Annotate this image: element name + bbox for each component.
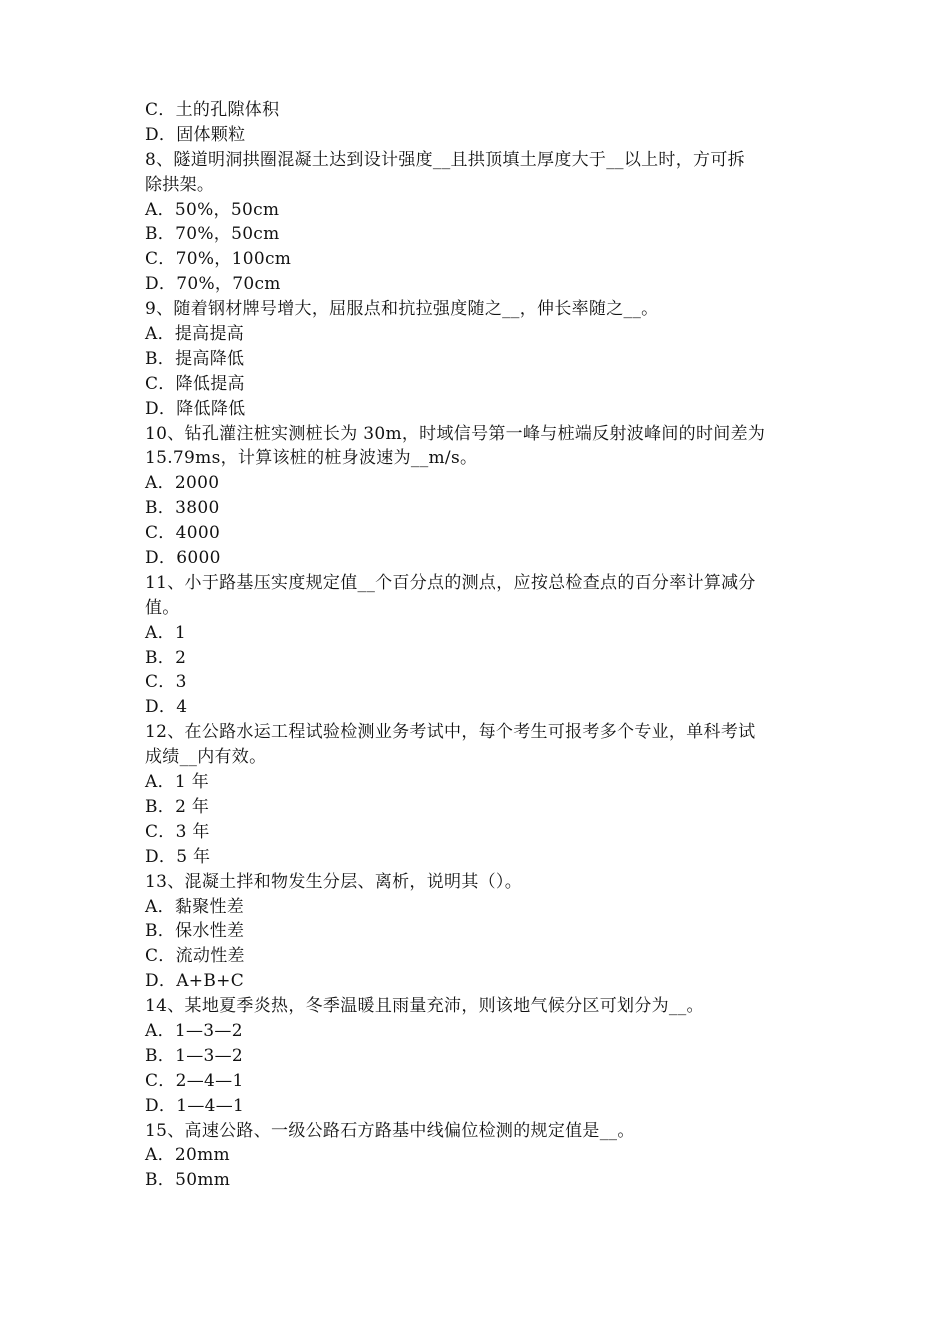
answer-option-line: B．50mm [145, 1170, 231, 1191]
question-text-line: 9、随着钢材牌号增大，屈服点和抗拉强度随之__，伸长率随之__。 [145, 299, 659, 320]
answer-option-line: A．提高提高 [145, 324, 245, 345]
answer-option-line: B．1—3—2 [145, 1045, 244, 1066]
question-text-line: 12、在公路水运工程试验检测业务考试中，每个考生可报考多个专业，单科考试 [145, 722, 756, 743]
answer-option-line: C．流动性差 [145, 946, 245, 967]
answer-option-line: C．4000 [145, 523, 221, 544]
answer-option-line: A．50%，50cm [145, 199, 280, 220]
answer-option-line: D．5 年 [145, 846, 211, 867]
answer-option-line: C．3 年 [145, 821, 210, 842]
question-text-line: 11、小于路基压实度规定值__个百分点的测点，应按总检查点的百分率计算减分 [145, 572, 756, 593]
answer-option-line: D．6000 [145, 548, 221, 569]
question-text-line: 值。 [145, 597, 180, 618]
answer-option-line: D．固体颗粒 [145, 124, 246, 145]
question-text-line: 15.79ms，计算该桩的桩身波速为__m/s。 [145, 448, 478, 469]
answer-option-line: B．2 [145, 647, 187, 668]
answer-option-line: C．土的孔隙体积 [145, 100, 280, 120]
answer-option-line: B．3800 [145, 498, 220, 519]
answer-option-line: A．1 [145, 622, 186, 643]
answer-option-line: D．4 [145, 697, 188, 718]
answer-option-line: A．1—3—2 [145, 1020, 243, 1041]
answer-option-line: C．70%，100cm [145, 249, 292, 270]
answer-option-line: A．1 年 [145, 772, 209, 793]
question-text-line: 14、某地夏季炎热，冬季温暖且雨量充沛，则该地气候分区可划分为__。 [145, 996, 704, 1017]
answer-option-line: D．降低降低 [145, 398, 246, 419]
answer-option-line: B．提高降低 [145, 348, 245, 369]
answer-option-line: B．70%，50cm [145, 224, 280, 245]
question-text-line: 除拱架。 [145, 174, 215, 195]
question-text-line: 成绩__内有效。 [145, 747, 267, 768]
answer-option-line: B．保水性差 [145, 921, 245, 942]
answer-option-line: A．20mm [145, 1145, 230, 1166]
answer-option-line: C．3 [145, 672, 187, 693]
document-page [145, 98, 810, 1193]
question-text-line: 10、钻孔灌注桩实测桩长为 30m，时域信号第一峰与桩端反射波峰间的时间差为 [145, 423, 766, 444]
question-text-line: 13、混凝土拌和物发生分层、离析，说明其（）。 [145, 871, 523, 892]
answer-option-line: A．黏聚性差 [145, 896, 245, 917]
question-text-line: 15、高速公路、一级公路石方路基中线偏位检测的规定值是__。 [145, 1120, 635, 1141]
answer-option-line: A．2000 [145, 473, 220, 494]
answer-option-line: D．A+B+C [145, 971, 244, 992]
answer-option-line: B．2 年 [145, 796, 210, 817]
answer-option-line: C．2—4—1 [145, 1070, 244, 1091]
answer-option-line: D．1—4—1 [145, 1095, 245, 1116]
question-text-line: 8、隧道明洞拱圈混凝土达到设计强度__且拱顶填土厚度大于__以上时，方可拆 [145, 149, 745, 170]
answer-option-line: D．70%，70cm [145, 274, 281, 295]
answer-option-line: C．降低提高 [145, 373, 245, 394]
